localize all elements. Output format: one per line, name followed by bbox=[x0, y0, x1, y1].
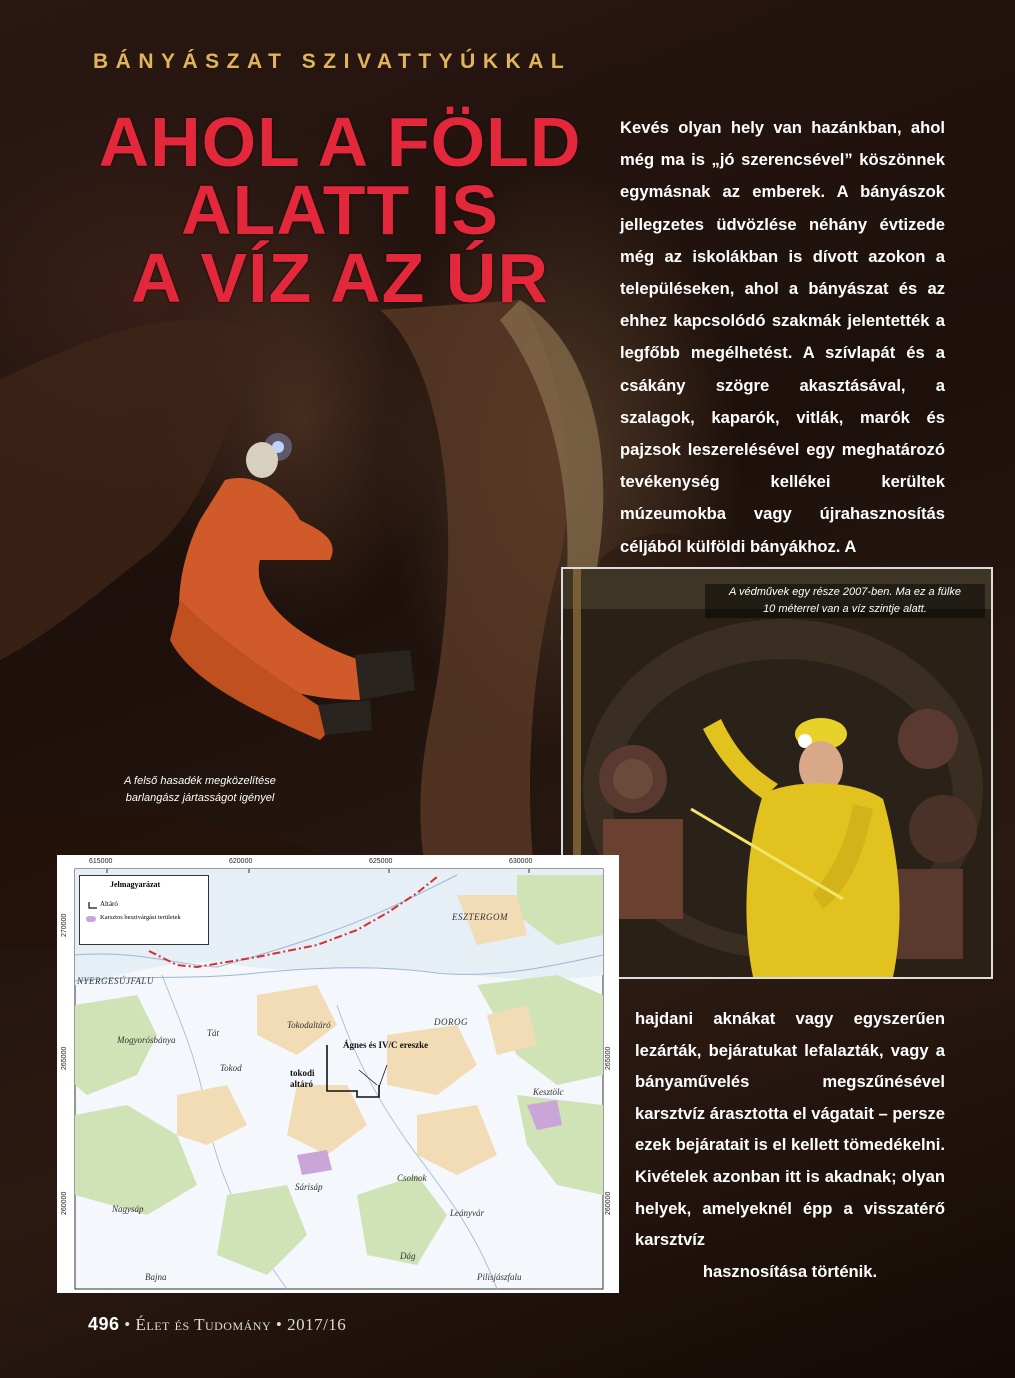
lead-paragraph-continued bbox=[635, 1003, 945, 1287]
map-legend bbox=[79, 875, 209, 945]
map-x-coord-4: 630000 bbox=[509, 858, 533, 865]
map-y-coord-3: 260000 bbox=[61, 1191, 68, 1215]
map-x-coord-2: 620000 bbox=[229, 858, 253, 865]
place-dag: Dág bbox=[400, 1251, 416, 1261]
page-number: 496 bbox=[88, 1314, 120, 1334]
title-line-2: ALATT IS bbox=[181, 171, 499, 249]
footer-separator-1: • bbox=[124, 1315, 131, 1334]
issue-number: 2017/16 bbox=[287, 1315, 347, 1334]
article-title bbox=[90, 103, 590, 317]
caption-left-line-2: barlangász jártasságot igényel bbox=[125, 792, 275, 804]
photo-miner-yellow bbox=[561, 567, 993, 979]
place-csolnok: Csolnok bbox=[397, 1173, 427, 1183]
place-bajna: Bajna bbox=[145, 1272, 167, 1282]
map-x-coord-1: 615000 bbox=[89, 858, 113, 865]
lead-last-line: hasznosítása történik. bbox=[702, 1261, 878, 1281]
place-esztergom: ESZTERGOM bbox=[452, 912, 508, 922]
map-x-coord-3: 625000 bbox=[369, 858, 393, 865]
place-tokodaltaro: Tokodaltáró bbox=[287, 1020, 331, 1030]
legend-item-adit: Altáró bbox=[100, 900, 118, 908]
title-line-3: A VÍZ AZ ÚR bbox=[130, 239, 549, 317]
lead-paragraph: Kevés olyan hely van hazánkban, ahol még ma is „jó szerencsével” köszönnek egymásnak az emberek. A bányászok jellegzetes üdvözlése néhány évtizede még az iskolákban is dívott azokon a településeken, ahol a bányászat és az ehhez kapcsolódó szakmák jelentették a legfőbb megélhetést. A szívlapát és a csákány szögre akasztásával, a szalagok, kaparók, vitlák, marók és pajzsok leszerelésével egy meghatározó tevékenység kellékei kerültek múzeumokba vagy újrahasznosítás céljából külföldi bányákhoz. A bbox=[620, 118, 945, 556]
map-y-coord-1: 270000 bbox=[61, 913, 68, 937]
photo-miner-illustration bbox=[563, 569, 991, 977]
label-tokodi: tokodi bbox=[290, 1068, 315, 1078]
title-line-1: AHOL A FÖLD bbox=[98, 103, 582, 181]
place-kesztolc: Kesztölc bbox=[533, 1087, 564, 1097]
label-agnes-ereszke: Ágnes és IV/C ereszke bbox=[343, 1040, 429, 1050]
location-map bbox=[57, 855, 619, 1293]
map-y-coord-2: 265000 bbox=[61, 1046, 68, 1070]
label-altaro: altáró bbox=[290, 1079, 313, 1089]
place-pilisjaszfalu: Pilisjászfalu bbox=[477, 1272, 522, 1282]
page-footer bbox=[88, 1314, 346, 1335]
caption-left-line-1: A felső hasadék megközelítése bbox=[124, 775, 276, 787]
map-y-coord-right-2: 265000 bbox=[605, 1046, 612, 1070]
place-mogyorosbanya: Mogyorósbánya bbox=[117, 1035, 176, 1045]
footer-separator-2: • bbox=[275, 1315, 283, 1334]
map-y-coord-right-3: 260000 bbox=[605, 1191, 612, 1215]
place-dorog: DOROG bbox=[434, 1017, 468, 1027]
legend-title: Jelmagyarázat bbox=[110, 880, 161, 889]
caption-left bbox=[100, 773, 300, 807]
magazine-name: Élet és Tudomány bbox=[135, 1315, 272, 1334]
caption-right-line-1: A védművek egy része 2007-ben. Ma ez a fülke bbox=[729, 586, 961, 598]
place-nyergesujfalu: NYERGESÚJFALU bbox=[77, 976, 154, 986]
karst-legend-icon bbox=[86, 916, 96, 922]
place-tat: Tát bbox=[207, 1028, 220, 1038]
place-tokod: Tokod bbox=[220, 1063, 242, 1073]
adit-legend-icon bbox=[88, 902, 98, 910]
place-sarisap: Sárisáp bbox=[295, 1182, 323, 1192]
lead-continued-text: hajdani aknákat vagy egyszerűen lezárták, bejáratukat lefalazták, vagy a bányaművelés megszűnésével karsztvíz árasztotta el vágatait – persze ezek bejáratait is el kellett tömedékelni. Kivételek azonban itt is akadnak; olyan helyek, amelyeknél épp a visszatérő karsztvíz bbox=[635, 1009, 945, 1250]
legend-item-karst: Karsztos beszivárgási területek bbox=[100, 914, 181, 921]
place-nagysap: Nagysáp bbox=[112, 1204, 144, 1214]
caption-right bbox=[705, 584, 985, 618]
caver-figure bbox=[170, 442, 415, 740]
caption-right-line-2: 10 méterrel van a víz szintje alatt. bbox=[763, 603, 927, 615]
place-leanyvar: Leányvár bbox=[450, 1208, 484, 1218]
section-kicker: BÁNYÁSZAT SZIVATTYÚKKAL bbox=[93, 50, 572, 73]
